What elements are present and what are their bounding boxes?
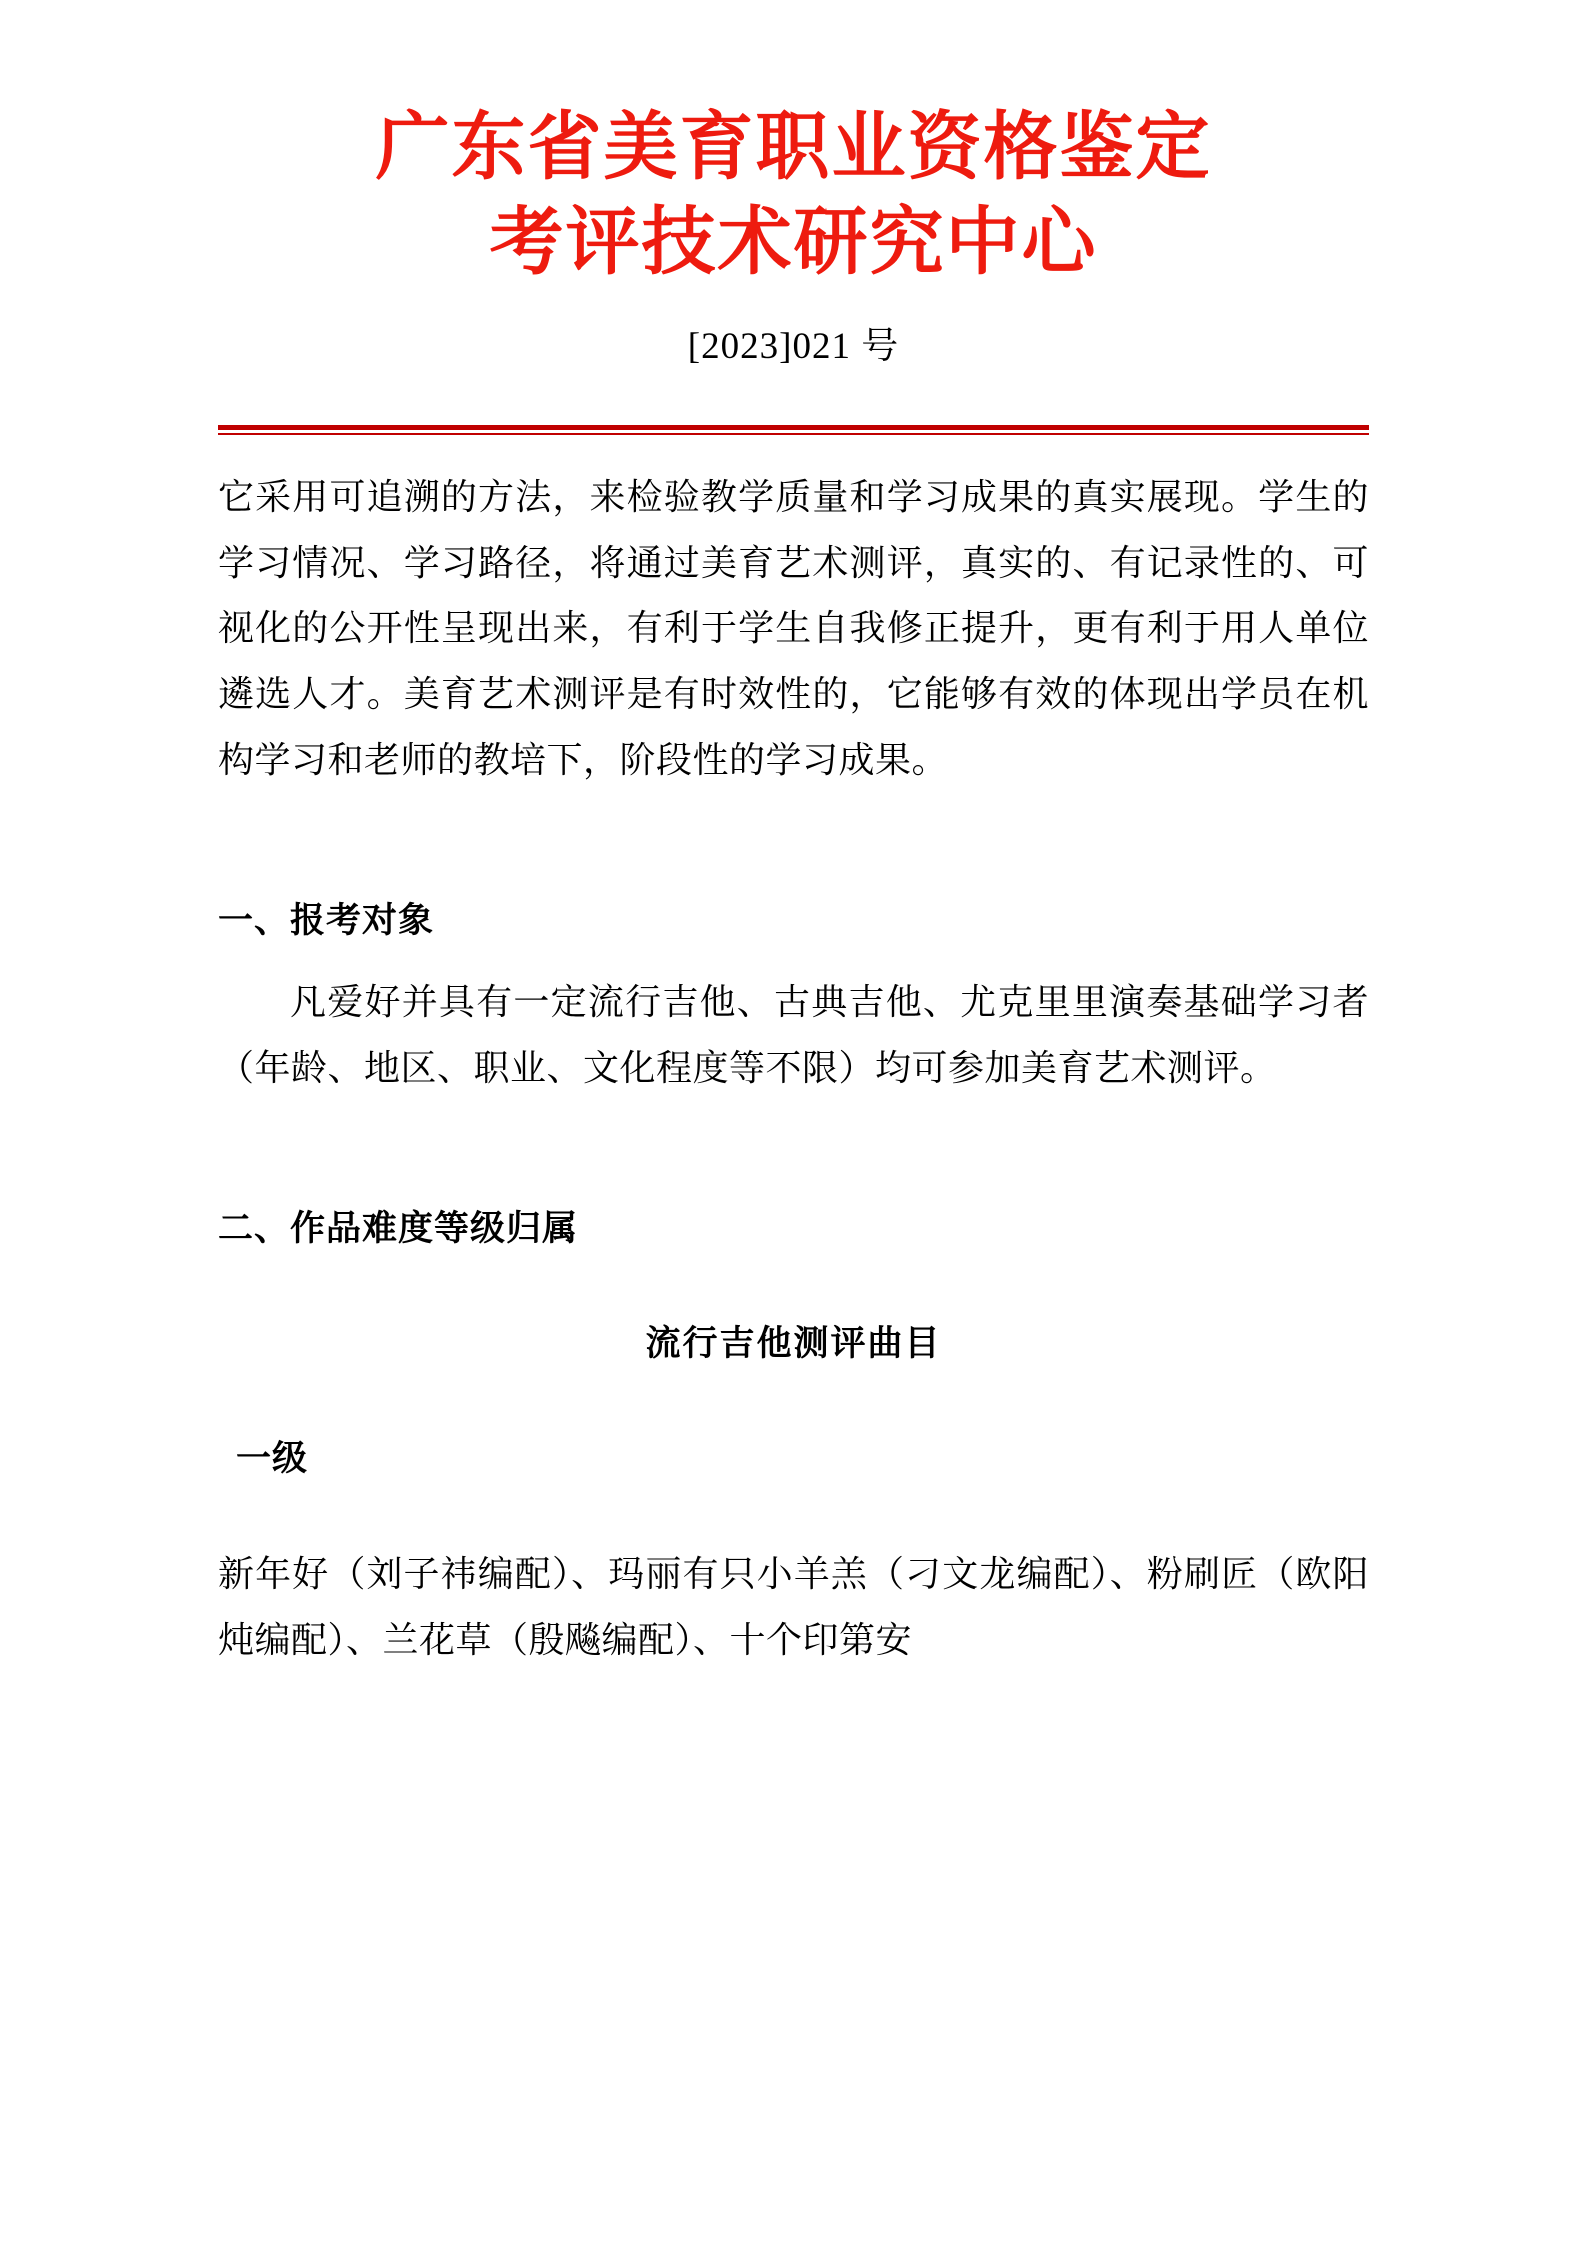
section-heading-2: 二、作品难度等级归属 — [218, 1208, 579, 1250]
page-title-line-1: 广东省美育职业资格鉴定 — [375, 104, 1212, 190]
spacer — [218, 952, 1369, 970]
spacer — [218, 1490, 1369, 1542]
section-1-paragraph: 凡爱好并具有一定流行吉他、古典吉他、尤克里里演奏基础学习者（年龄、地区、职业、文化程度等不限）均可参加美育艺术测评。 — [218, 982, 1369, 1088]
section-2-subtitle: 流行吉他测评曲目 — [645, 1323, 942, 1365]
spacer — [218, 1101, 1369, 1197]
spacer — [218, 1260, 1369, 1312]
page-title — [218, 90, 1369, 289]
intro-paragraph: 它采用可追溯的方法，来检验教学质量和学习成果的真实展现。学生的学习情况、学习路径，将通过美育艺术测评，真实的、有记录性的、可视化的公开性呈现出来，有利于学生自我修正提升，更有利于用人单位遴选人才。美育艺术测评是有时效性的，它能够有效的体现出学员在机构学习和老师的教培下，阶段性的学习成果。 — [218, 477, 1369, 780]
document-number: [2023]021 号 — [687, 326, 900, 368]
level-content: 新年好（刘子祎编配）、玛丽有只小羊羔（刁文龙编配）、粉刷匠（欧阳炖编配）、兰花草（殷飚编配）、十个印第安 — [218, 1554, 1369, 1660]
spacer — [218, 793, 1369, 889]
level-label: 一级 — [236, 1439, 309, 1479]
spacer — [218, 1375, 1369, 1427]
divider-thin-line — [218, 433, 1369, 435]
section-heading-1: 一、报考对象 — [218, 900, 435, 942]
header-divider — [218, 425, 1369, 435]
page-title-line-2: 考评技术研究中心 — [489, 198, 1098, 285]
